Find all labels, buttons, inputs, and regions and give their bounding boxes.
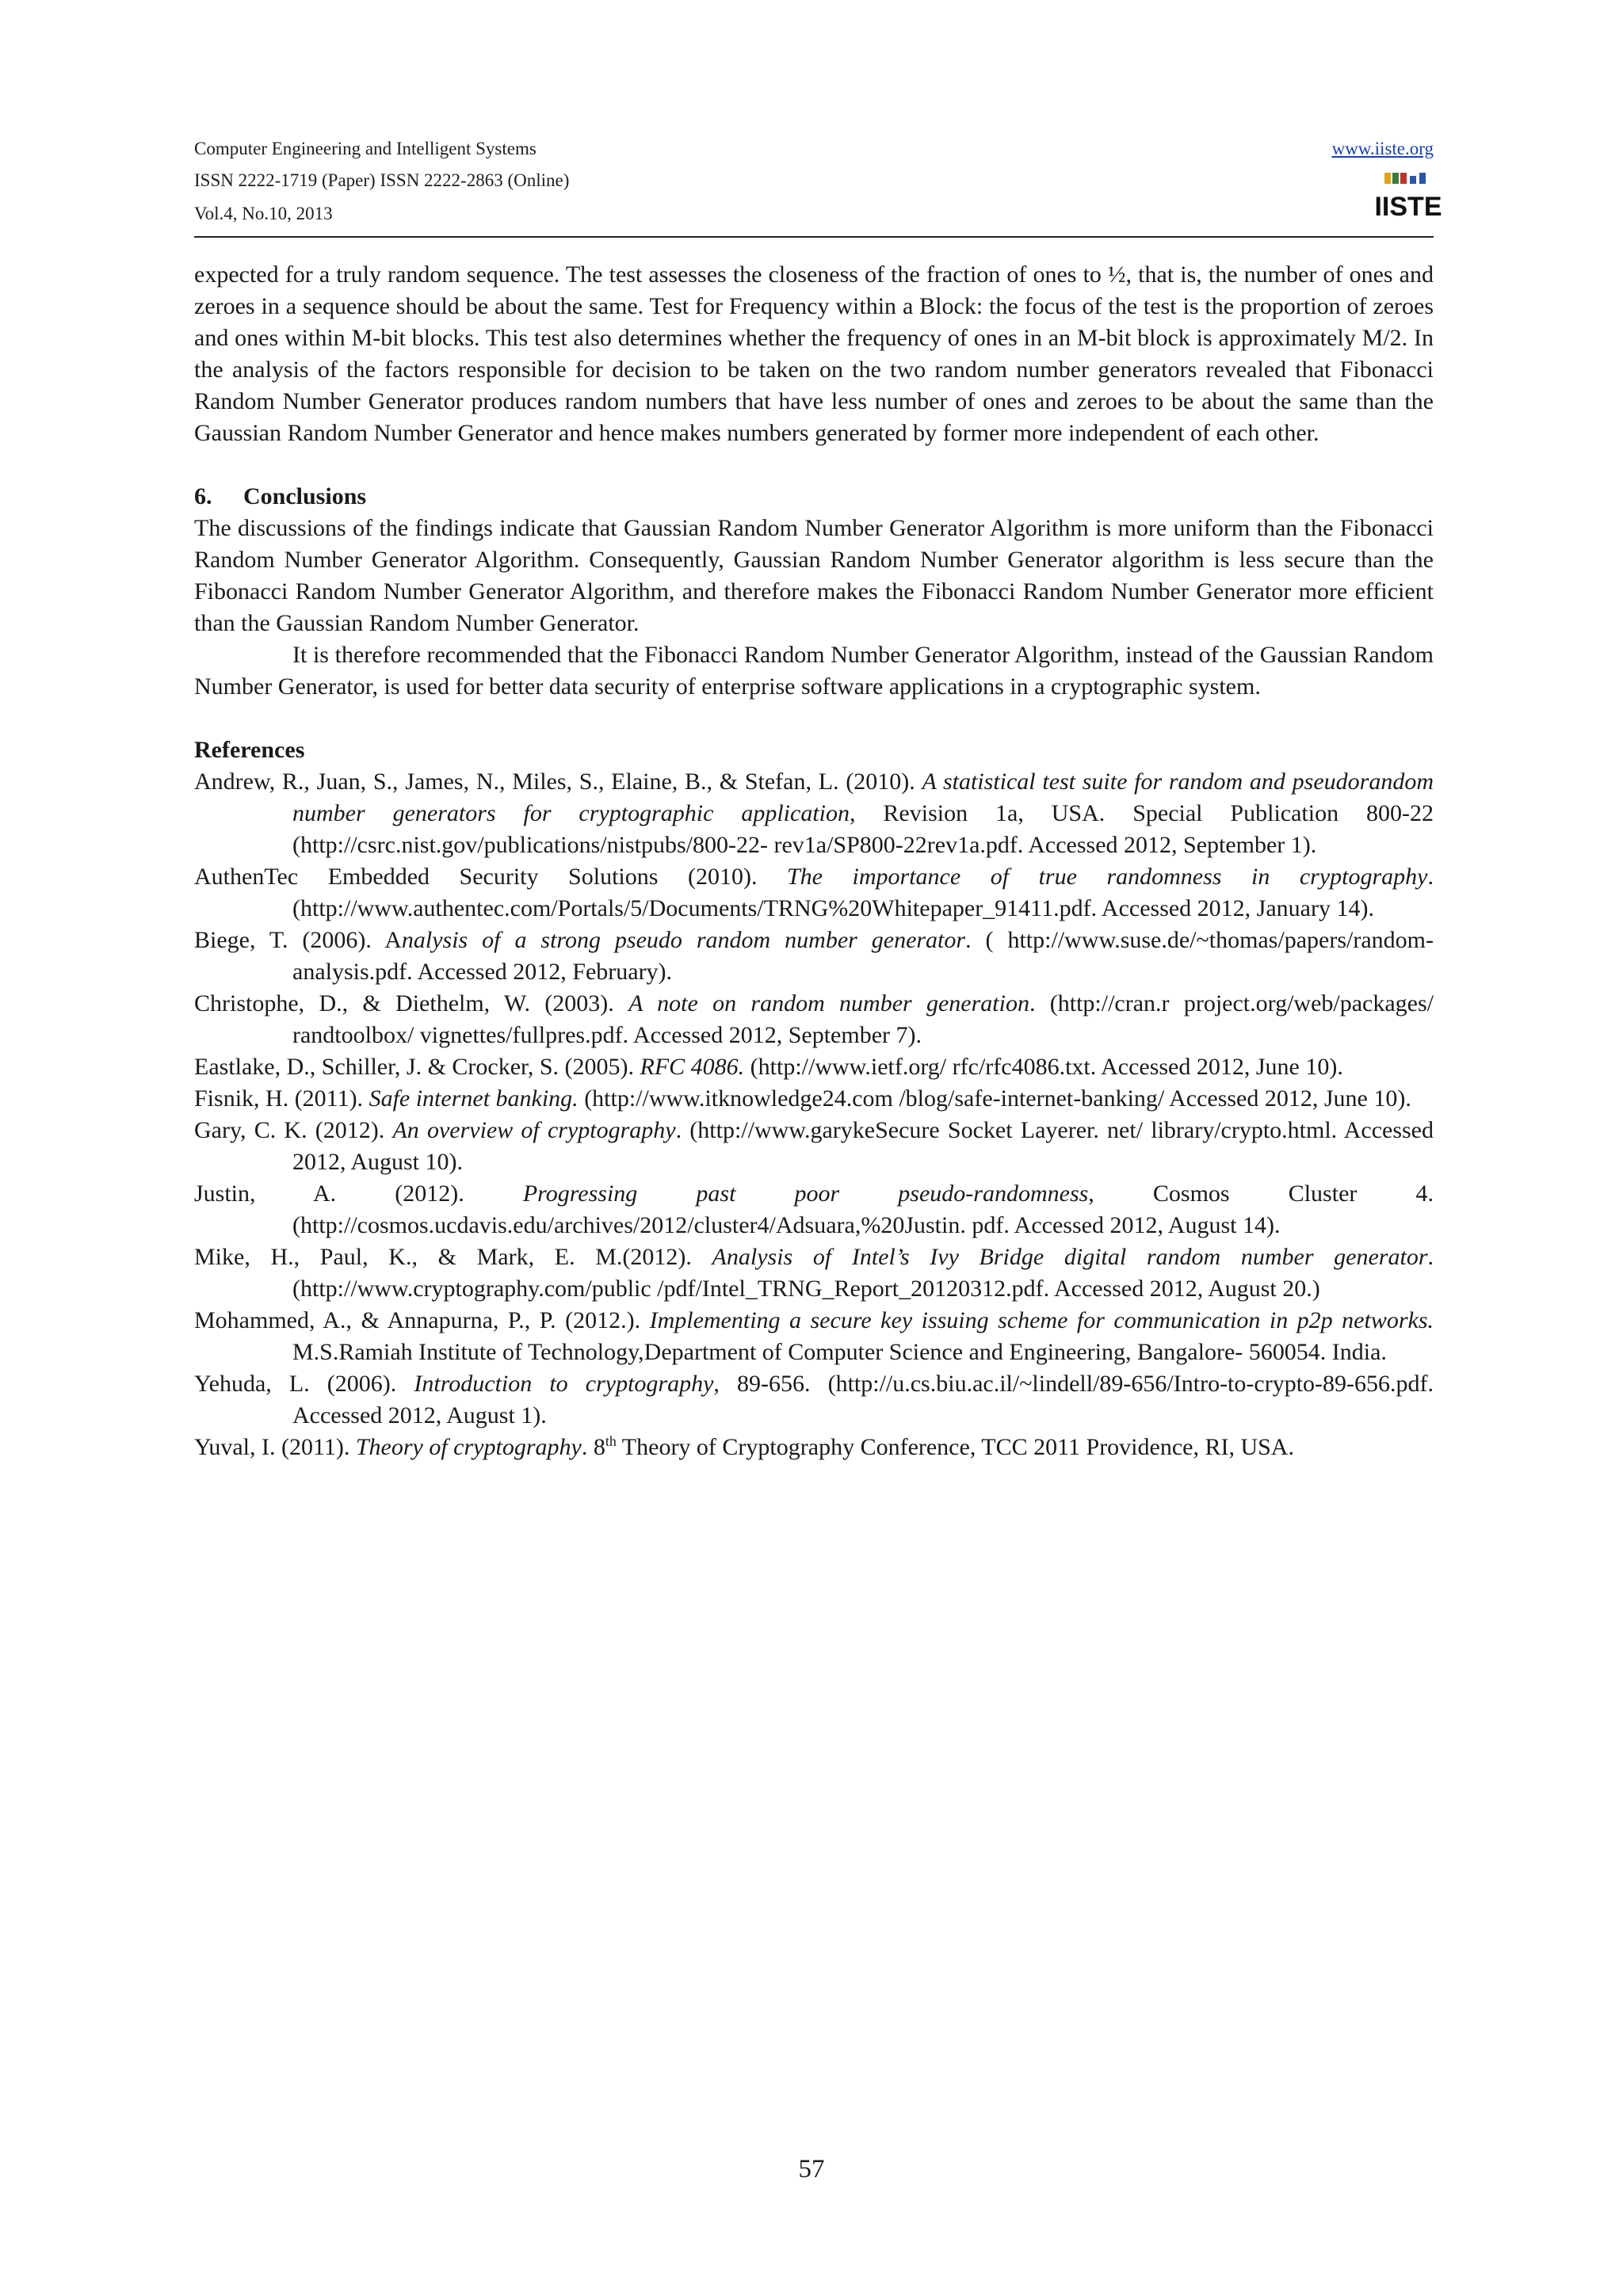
reference-text: . (http://www.garykeSecure Socket Layerer. net/ library/crypto.html. Accessed 2012, August 10). [292, 1117, 1434, 1175]
header-rule [194, 236, 1434, 238]
reference-title: An overview of cryptography [392, 1117, 676, 1143]
reference-entry [194, 1241, 1434, 1305]
reference-text: Biege, T. (2006). A [194, 927, 402, 953]
reference-entry [194, 766, 1434, 861]
journal-url-link[interactable]: www.iiste.org [1331, 139, 1434, 158]
conclusions-paragraph-1: The discussions of the findings indicate that Gaussian Random Number Generator Algorithm is more uniform than the Fibonacci Random Number Generator Algorithm. Consequently, Gaussian Random Number Generator algorithm is less secure than the Fibonacci Random Number Generator Algorithm, and therefore makes the Fibonacci Random Number Generator more efficient than the Gaussian Random Number Generator. [194, 515, 1434, 636]
reference-title: A note on random number generation [628, 990, 1029, 1016]
reference-text: Fisnik, H. (2011). [194, 1085, 369, 1112]
reference-text: Eastlake, D., Schiller, J. & Crocker, S. (2005). [194, 1054, 640, 1080]
reference-entry [194, 1368, 1434, 1432]
reference-text: AuthenTec Embedded Security Solutions (2010). [194, 864, 787, 890]
reference-title: Safe internet banking. [369, 1085, 579, 1112]
reference-text: Andrew, R., Juan, S., James, N., Miles, S., Elaine, B., & Stefan, L. (2010). [194, 769, 922, 795]
intro-paragraph: expected for a truly random sequence. The test assesses the closeness of the fraction of ones to ½, that is, the number of ones and zeroes in a sequence should be about the same. Test for Frequency within a Block: the focus of the test is the proportion of zeroes and ones within M-bit blocks. This test also determines whether the frequency of ones in an M-bit block is approximately M/2. In the analysis of the factors responsible for decision to be taken on the two random number generators revealed that Fibonacci Random Number Generator produces random numbers that have less number of ones and zeroes to be about the same than the Gaussian Random Number Generator and hence makes numbers generated by former more independent of each other. [194, 261, 1434, 446]
reference-entry [194, 925, 1434, 988]
reference-superscript: th [605, 1433, 617, 1449]
reference-text: (http://www.itknowledge24.com /blog/safe-internet-banking/ Accessed 2012, June 10). [578, 1085, 1411, 1112]
reference-entry [194, 988, 1434, 1051]
reference-list [194, 766, 1434, 1463]
reference-title: Theory of cryptography [355, 1434, 582, 1460]
reference-text: . ( http://www.suse.de/~thomas/papers/random-analysis.pdf. Accessed 2012, February). [292, 927, 1434, 985]
reference-text: Mohammed, A., & Annapurna, P., P. (2012.). [194, 1307, 650, 1333]
reference-text: , Cosmos Cluster 4. (http://cosmos.ucdavis.edu/archives/2012/cluster4/Adsuara,%20Justin. pdf. Accessed 2012, August 14). [292, 1180, 1434, 1238]
journal-name: Computer Engineering and Intelligent Systems [194, 139, 537, 158]
reference-title: Introduction to cryptography [414, 1371, 714, 1397]
reference-text: . (http://www.authentec.com/Portals/5/Documents/TRNG%20Whitepaper_91411.pdf. Accessed 2012, January 14). [292, 864, 1434, 921]
page-header [194, 136, 1442, 239]
conclusions-paragraph-2: It is therefore recommended that the Fibonacci Random Number Generator Algorithm, instead of the Gaussian Random Number Generator, is used for better data security of enterprise software applications in a cryptographic system. [194, 642, 1434, 700]
reference-text: , Revision 1a, USA. Special Publication 800-22 (http://csrc.nist.gov/publications/nistpubs/800-22- rev1a/SP800-22rev1a.pdf. Accessed 2012, September 1). [292, 800, 1434, 858]
reference-text: Christophe, D., & Diethelm, W. (2003). [194, 990, 629, 1016]
reference-entry [194, 1305, 1434, 1368]
reference-entry [194, 1432, 1434, 1463]
reference-text: , 89-656. (http://u.cs.biu.ac.il/~lindell/89-656/Intro-to-crypto-89-656.pdf. Accessed 2012, August 1). [292, 1371, 1434, 1428]
volume-line: Vol.4, No.10, 2013 [194, 204, 333, 223]
reference-title: Progressing past poor pseudo-randomness [522, 1180, 1089, 1207]
reference-text: . (http://www.cryptography.com/public /pdf/Intel_TRNG_Report_20120312.pdf. Accessed 2012, August 20.) [292, 1244, 1434, 1302]
reference-text: Yuval, I. (2011). [194, 1434, 356, 1460]
reference-text: . 8 [581, 1434, 605, 1460]
reference-text: (http://www.ietf.org/ rfc/rfc4086.txt. Accessed 2012, June 10). [744, 1054, 1343, 1080]
section-number: 6. [194, 483, 212, 509]
reference-entry [194, 1083, 1434, 1115]
conclusions-heading [194, 481, 1434, 513]
svg-text:IISTE: IISTE [1374, 192, 1442, 222]
references-heading: References [194, 737, 305, 763]
reference-entry [194, 1051, 1434, 1083]
reference-entry [194, 861, 1434, 925]
reference-entry [194, 1178, 1434, 1241]
issn-line: ISSN 2222-1719 (Paper) ISSN 2222-2863 (Online) [194, 170, 570, 190]
reference-title: nalysis of a strong pseudo random number generator [401, 927, 966, 953]
reference-title: Analysis of Intel’s Ivy Bridge digital random number generator [712, 1244, 1428, 1270]
main-content [194, 259, 1434, 1463]
reference-text: Mike, H., Paul, K., & Mark, E. M.(2012). [194, 1244, 712, 1270]
iiste-logo-icon [1374, 171, 1442, 222]
reference-entry [194, 1115, 1434, 1178]
reference-title: A statistical test suite for random and pseudorandom number generators for cryptographic application [292, 769, 1434, 826]
reference-text: Gary, C. K. (2012). [194, 1117, 393, 1143]
reference-text: Yehuda, L. (2006). [194, 1371, 414, 1397]
section-title: Conclusions [243, 483, 367, 509]
reference-text: Justin, A. (2012). [194, 1180, 523, 1207]
reference-text: Theory of Cryptography Conference, TCC 2011 Providence, RI, USA. [616, 1434, 1294, 1460]
reference-title: Implementing a secure key issuing scheme for communication in p2p networks. [649, 1307, 1434, 1333]
reference-text: . (http://cran.r project.org/web/packages/ randtoolbox/ vignettes/fullpres.pdf. Accessed 2012, September 7). [292, 990, 1434, 1048]
page-number: 57 [798, 2155, 825, 2183]
reference-title: The importance of true randomness in cryptography [786, 864, 1428, 890]
reference-text: M.S.Ramiah Institute of Technology,Department of Computer Science and Engineering, Bangalore- 560054. India. [292, 1339, 1387, 1365]
reference-title: RFC 4086. [640, 1054, 745, 1080]
